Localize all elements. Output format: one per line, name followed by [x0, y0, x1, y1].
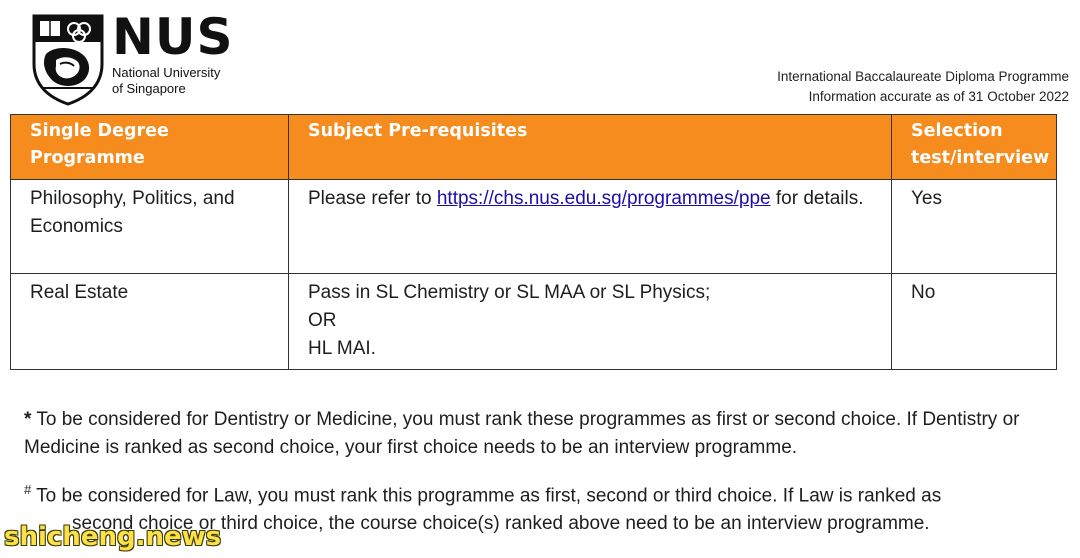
prereq-line: OR [308, 310, 337, 331]
footnote-dentistry-medicine [24, 406, 1064, 462]
footnote-text: second choice or third choice, the course choice(s) ranked above need to be an interview programme. [72, 513, 930, 535]
watermark: shicheng.news [4, 522, 222, 552]
hash-mark: # [24, 482, 32, 497]
header-programme: Single Degree Programme [11, 115, 289, 180]
prereq-suffix: for details. [775, 188, 864, 209]
footnote-text: To be considered for Dentistry or Medicine, you must rank these programmes as first or second choice. If Dentistry or Medicine is ranked as second choice, your first choice needs to be an interview programme. [24, 409, 1020, 458]
prereq-prefix: Please refer to [308, 188, 432, 209]
prereq-line: Pass in SL Chemistry or SL MAA or SL Physics; [308, 282, 711, 303]
ppe-programme-link[interactable]: https://chs.nus.edu.sg/programmes/ppe [436, 188, 771, 209]
university-name-line2: of Singapore [112, 81, 186, 96]
selection-cell: No [892, 274, 1057, 370]
table-row [11, 180, 1057, 274]
selection-cell: Yes [892, 180, 1057, 274]
programme-cell: Real Estate [11, 274, 289, 370]
university-name [112, 65, 220, 97]
table-row [11, 274, 1057, 370]
table-header-row [11, 115, 1057, 180]
prerequisite-cell [289, 274, 892, 370]
nus-crest-icon [32, 14, 104, 106]
university-name-line1: National University [112, 65, 221, 80]
programme-cell: Philosophy, Politics, and Economics [11, 180, 289, 274]
prerequisites-table [10, 114, 1057, 370]
accuracy-date: Information accurate as of 31 October 2022 [808, 89, 1069, 104]
nus-wordmark: NUS [112, 8, 234, 66]
header-selection: Selection test/interview [892, 115, 1057, 180]
footnotes [24, 406, 1064, 538]
prereq-line: HL MAI. [308, 338, 376, 359]
programme-title: International Baccalaureate Diploma Programme [777, 69, 1069, 84]
asterisk-mark: * [24, 409, 32, 430]
prerequisite-cell [289, 180, 892, 274]
header-prerequisites: Subject Pre-requisites [289, 115, 892, 180]
document-header [777, 67, 1069, 107]
footnote-text: To be considered for Law, you must rank this programme as first, second or third choice. If Law is ranked as [36, 485, 942, 507]
nus-logo [32, 8, 247, 108]
